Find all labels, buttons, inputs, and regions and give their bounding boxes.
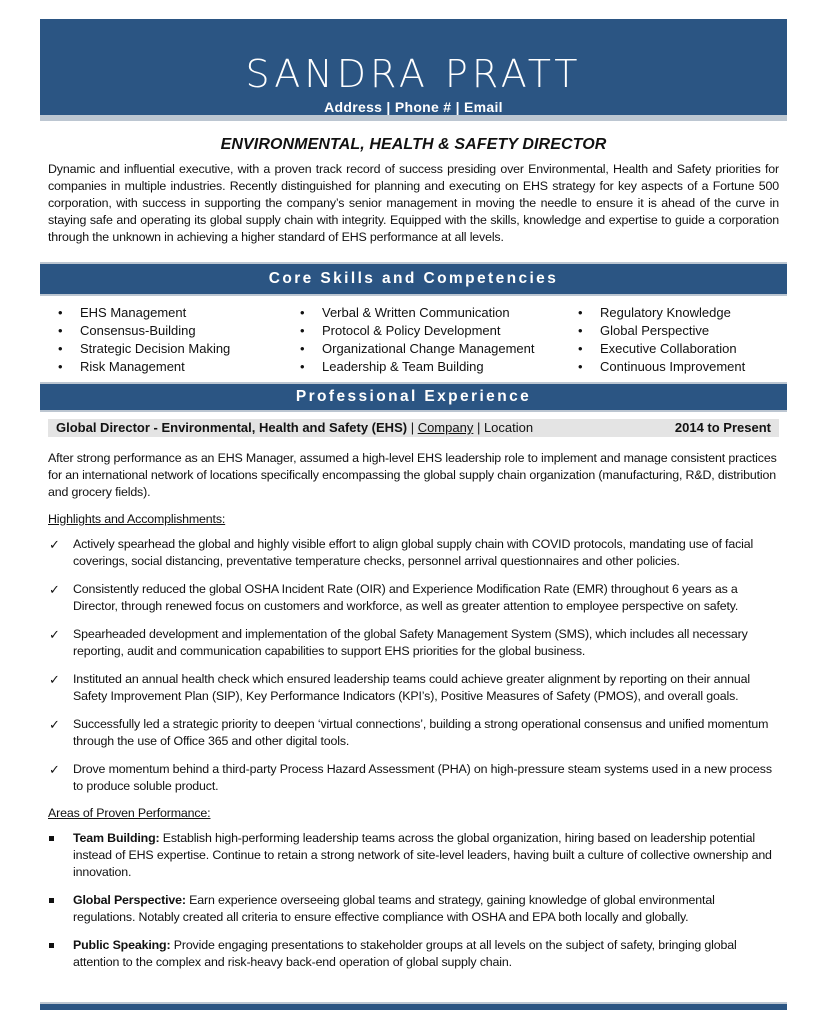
highlights-heading: Highlights and Accomplishments: [48, 512, 226, 526]
highlight-item [40, 761, 787, 795]
professional-title: ENVIRONMENTAL, HEALTH & SAFETY DIRECTOR [220, 136, 607, 153]
area-text: Earn experience overseeing global teams and strategy, gaining knowledge of global environmental regulations. Notably created all criteria to ensure effective compliance with OSHA and EPA both locally and globally. [73, 893, 715, 924]
skill-item: • Global Perspective [560, 322, 787, 340]
job-location: Location [483, 420, 534, 435]
square-bullet-icon [49, 836, 54, 841]
checkmark-icon: ✓ [49, 672, 60, 687]
contact-line: Address | Phone # | Email [324, 99, 503, 115]
skills-list [40, 304, 787, 376]
checkmark-icon: ✓ [49, 627, 60, 642]
highlight-text: Instituted an annual health check which ensured leadership teams could achieve greater alignment by reporting on their annual Safety Improvement Plan (SIP), Key Performance Indicators (KPI’s), Positive Measures of Safety (PMOS), and overall goals. [73, 672, 750, 703]
skill-item: • Strategic Decision Making [40, 340, 282, 358]
square-bullet-icon [49, 943, 54, 948]
highlight-text: Drove momentum behind a third-party Process Hazard Assessment (PHA) on high-pressure steam systems used in a new process to produce soluble product. [73, 762, 772, 793]
skill-item: • Organizational Change Management [282, 340, 560, 358]
highlight-text: Spearheaded development and implementation of the global Safety Management System (SMS), which includes all necessary reporting, audit and communication capabilities to support EHS priorities for the global business. [73, 627, 748, 658]
job-title: Global Director - Environmental, Health and Safety (EHS) [56, 420, 408, 435]
square-bullet-icon [49, 898, 54, 903]
skills-column-3 [560, 304, 787, 376]
areas-heading: Areas of Proven Performance: [48, 806, 211, 820]
job-intro: After strong performance as an EHS Manager, assumed a high-level EHS leadership role to implement and manage consistent practices for an international network of locations specifically encompassing the global supply chain organization (manufacturing, R&D, distribution and grocery fields). [48, 451, 777, 499]
area-text: Provide engaging presentations to stakeholder groups at all levels on the subject of safety, bringing global attention to the complex and risk-heavy back-end operation of global supply chain. [73, 938, 737, 969]
company-name: Company [417, 420, 474, 435]
skill-item: • Protocol & Policy Development [282, 322, 560, 340]
area-label: Global Perspective: [73, 893, 186, 907]
job-header-row [48, 419, 779, 437]
area-label: Team Building: [73, 831, 160, 845]
area-item [40, 830, 787, 881]
skills-column-2 [282, 304, 560, 376]
highlight-text: Actively spearhead the global and highly visible effort to align global supply chain with COVID protocols, mandating use of facial coverings, social distancing, preventative temperature checks, personnel arrival questionnaires and other policies. [73, 537, 754, 568]
areas-list [40, 830, 787, 971]
experience-section-heading: Professional Experience [40, 382, 787, 412]
highlight-text: Consistently reduced the global OSHA Incident Rate (OIR) and Experience Modification Rate (EMR) throughout 6 years as a Director, through renewed focus on customers and workforce, as well as greater attention to employee perspective on safety. [73, 582, 739, 613]
area-item [40, 892, 787, 926]
summary-paragraph: Dynamic and influential executive, with a proven track record of success presiding over Environmental, Health and Safety priorities for companies in multiple industries. Recently distinguished for planning and executing on EHS strategy for key aspects of a Fortune 500 corporation, with success in supporting the company’s senior management in moving the needle to ensure it is ahead of the curve in staying safe and operating its global supply chain with integrity. Equipped with the skills, knowledge and expertise to guide a corporation through the unknown in achieving a higher standard of EHS performance at all levels. [48, 162, 779, 244]
skill-item: • Leadership & Team Building [282, 358, 560, 376]
highlights-list [40, 536, 787, 795]
skill-item: • Executive Collaboration [560, 340, 787, 358]
highlight-item [40, 716, 787, 750]
footer-divider [40, 1002, 787, 1010]
checkmark-icon: ✓ [49, 717, 60, 732]
skill-item: • Continuous Improvement [560, 358, 787, 376]
highlight-item [40, 536, 787, 570]
job-dates: 2014 to Present [674, 420, 771, 435]
skill-item: • Consensus-Building [40, 322, 282, 340]
candidate-name: SANDRA PRATT [245, 52, 582, 96]
checkmark-icon: ✓ [49, 762, 60, 777]
resume-header [40, 19, 787, 121]
checkmark-icon: ✓ [49, 537, 60, 552]
area-item [40, 937, 787, 971]
checkmark-icon: ✓ [49, 582, 60, 597]
skill-item: • Regulatory Knowledge [560, 304, 787, 322]
job-info: Global Director - Environmental, Health and Safety (EHS) | Company | Location [56, 420, 534, 435]
skill-item: • EHS Management [40, 304, 282, 322]
skills-section-heading: Core Skills and Competencies [40, 262, 787, 296]
highlight-text: Successfully led a strategic priority to deepen ‘virtual connections’, building a strong operational consensus and unified momentum through the use of Office 365 and other digital tools. [73, 717, 769, 748]
highlight-item [40, 671, 787, 705]
skill-item: • Verbal & Written Communication [282, 304, 560, 322]
area-text: Establish high-performing leadership teams across the global organization, hiring based on leadership potential instead of EHS expertise. Continue to retain a strong network of site-level leaders, having built a culture of collective ownership and innovation. [73, 831, 772, 879]
resume-page [40, 19, 787, 982]
highlight-item [40, 581, 787, 615]
area-label: Public Speaking: [73, 938, 171, 952]
highlight-item [40, 626, 787, 660]
skill-item: • Risk Management [40, 358, 282, 376]
skills-column-1 [40, 304, 282, 376]
